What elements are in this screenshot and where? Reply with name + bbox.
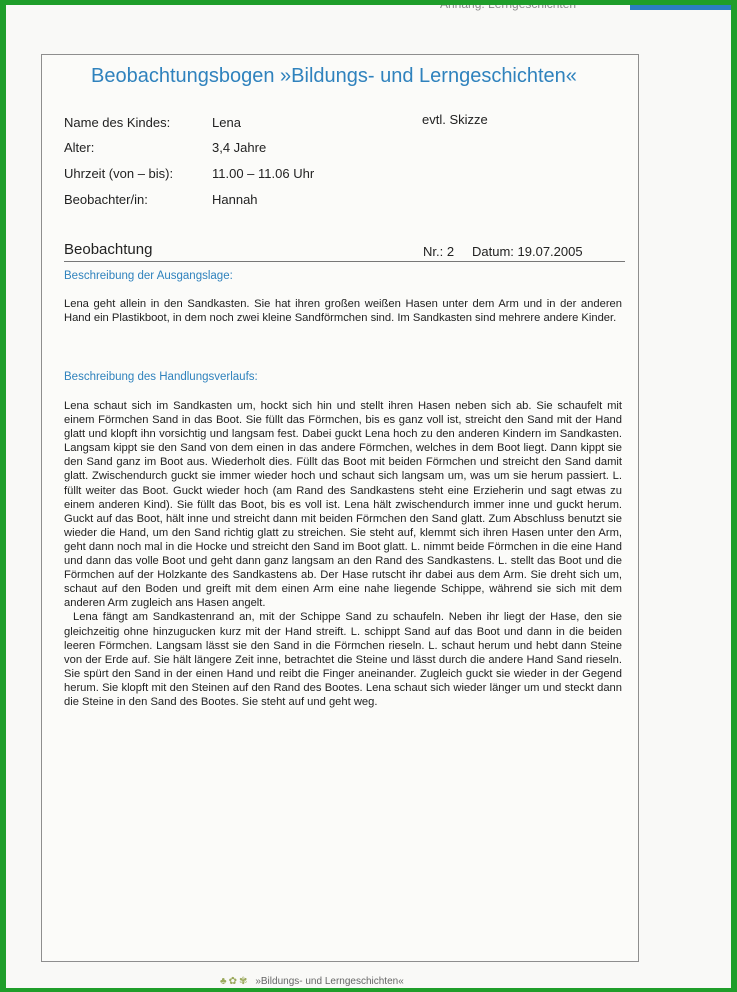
name-label: Name des Kindes: <box>64 115 171 130</box>
footer-decoration-icon: ♣✿✾ <box>220 976 250 987</box>
initial-situation-text <box>64 297 622 325</box>
course-title: Beschreibung des Handlungsverlaufs: <box>64 371 258 383</box>
initial-situation-paragraph: Lena geht allein in den Sandkasten. Sie hat ihren großen weißen Hasen unter dem Arm und in der anderen Hand ein Plastikboot, in dem noch zwei kleine Sandförmchen sind. Im Sandkasten sind mehrere andere Kinder. <box>64 298 622 325</box>
time-label: Uhrzeit (von – bis): <box>64 166 174 181</box>
age-label: Alter: <box>64 140 95 155</box>
course-paragraph-1: Lena schaut sich im Sandkasten um, hockt sich hin und stellt ihren Hasen neben sich ab. Sie schaufelt mit einem Förmchen Sand in das Boot. Sie füllt das Förmchen, bis es ganz voll ist, streicht den Sand mit der Hand glatt und klopft ihn vorsichtig und langsam fest. Dabei guckt Lena hoch zu den anderen Kindern im Sandkasten. Langsam kippt sie den Sand von dem einen in das andere Förmchen, welches in dem Boot liegt. Dann kippt sie den Sand ganz im Boot aus. Wiederholt dies. Füllt das Boot mit beiden Förmchen und streicht den Sand damit glatt. Zwischendurch guckt sie immer wieder hoch und schaut sich langsam um, was um sie herum passiert. L. füllt weiter das Boot. Guckt wieder hoch (am Rand des Sandkastens steht eine Erzieherin und sagt etwas zu einem anderen Kind). Sie füllt das Boot, bis es voll ist. Lena hält zwischendurch immer inne und guckt herum. Guckt auf das Boot, hält inne und streicht dann mit beiden Förmchen den Sand glatt. Zum Abschluss benutzt sie wieder die Hand, um den Sand richtig glatt zu streichen. Sie steht auf, klemmt sich ihren Hasen unter den Arm, geht dann noch mal in die Hocke und streicht den Sand im Boot glatt. L. nimmt beide Förmchen in die eine Hand und dann das volle Boot und geht dann ganz langsam an den Rand des Sandkastens. L. stellt das Boot und die Förmchen auf der Holzkante des Sandkastens ab. Der Hase rutscht ihr dabei aus dem Arm. Sie dreht sich um, schaut auf den Boden und greift mit dem einen Arm eine nahe liegende Schippe, während sie sich mit dem anderen Arm zugleich ans Hasen angelt. <box>64 400 622 610</box>
footer-text: »Bildungs- und Lerngeschichten« <box>255 976 404 987</box>
course-paragraph-2: Lena fängt am Sandkastenrand an, mit der Schippe Sand zu schaufeln. Neben ihr liegt der Hase, den sie gleichzeitig ohne hinzugucken kurz mit der Hand streift. L. schippt Sand auf das Boot und dann in die beiden leeren Förmchen. Langsam lässt sie den Sand in die Förmchen rieseln. L. schaut herum und hebt dann Steine von der Erde auf. Sie hält längere Zeit inne, betrachtet die Steine und lässt durch die andere Hand Sand rieseln. Sie spürt den Sand in der einen Hand und reibt die Finger aneinander. Zugleich guckt sie wieder in der Gegend herum. Sie klopft mit den Steinen auf den Rand des Bootes. Lena schaut sich wieder länger um und steckt dann die Steine in den Sand des Bootes. Sie steht auf und geht weg. <box>64 611 622 708</box>
observer-label: Beobachter/in: <box>64 192 148 207</box>
running-head: Anhang: Lerngeschichten <box>440 0 577 11</box>
observation-number: Nr.: 2 <box>423 244 455 259</box>
observer-value: Hannah <box>212 192 258 207</box>
initial-situation-title: Beschreibung der Ausgangslage: <box>64 270 233 282</box>
footer <box>220 976 404 987</box>
course-text <box>64 399 622 709</box>
observation-date: Datum: 19.07.2005 <box>472 244 583 259</box>
time-value: 11.00 – 11.06 Uhr <box>212 166 315 181</box>
header-accent-bar <box>630 5 731 10</box>
sketch-label: evtl. Skizze <box>422 112 488 127</box>
heading-rule <box>64 261 625 262</box>
observation-heading: Beobachtung <box>64 241 153 258</box>
name-value: Lena <box>212 115 241 130</box>
age-value: 3,4 Jahre <box>212 140 267 155</box>
sheet-title: Beobachtungsbogen »Bildungs- und Lerngeschichten« <box>91 65 577 87</box>
